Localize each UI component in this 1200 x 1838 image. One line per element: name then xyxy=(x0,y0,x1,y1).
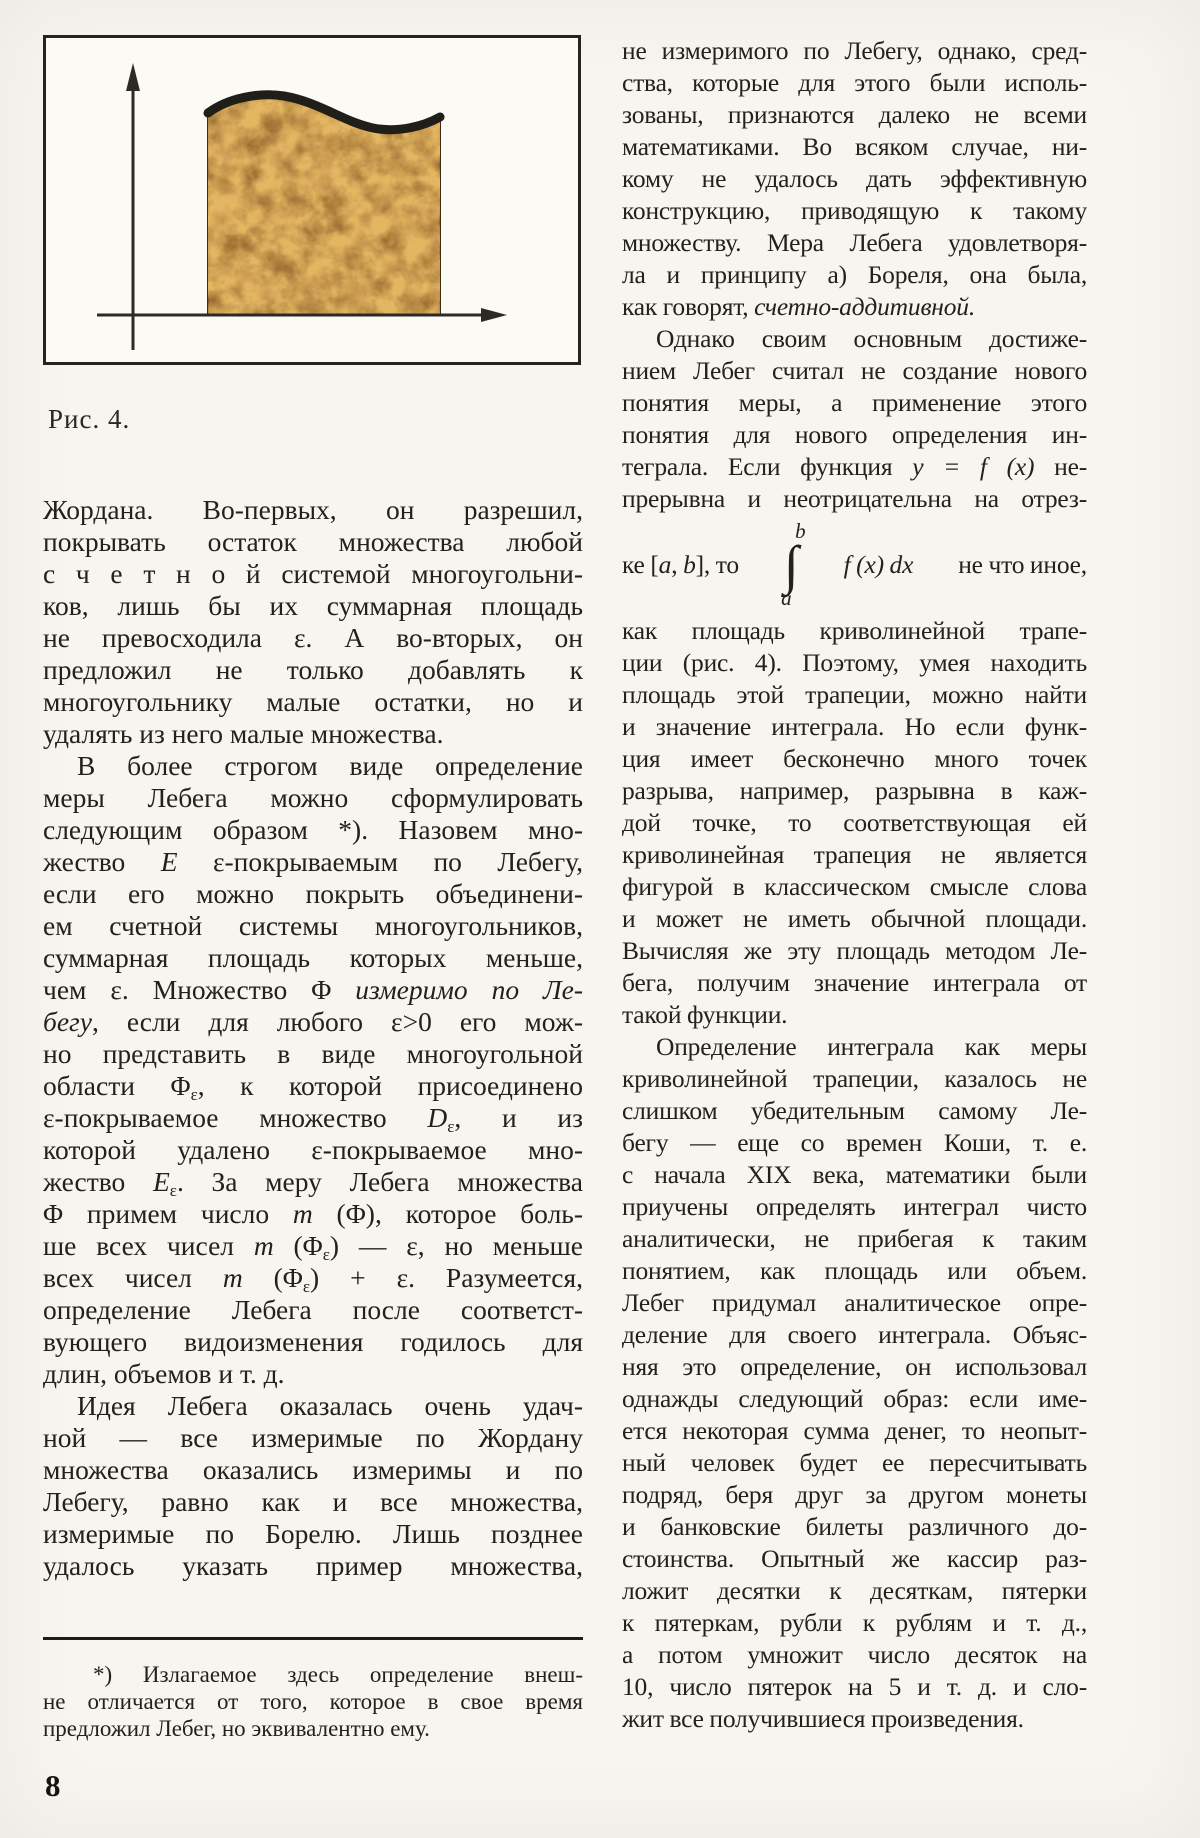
text-line: Идея Лебега оказалась очень удач- xyxy=(77,1390,583,1421)
text-line: длин, объемов и т. д. xyxy=(43,1358,285,1389)
text-line: если его можно покрыть объединени- xyxy=(43,878,583,909)
text-line: ции (рис. 4). Поэтому, умея находить xyxy=(622,648,1087,677)
text-line: площадь этой трапеции, можно найти xyxy=(622,680,1087,709)
figure-caption: Рис. 4. xyxy=(48,404,131,434)
text-line: ше всех чисел m (Φε) — ε, но меньше xyxy=(43,1230,583,1262)
text-line: слишком убедительным самому Ле- xyxy=(622,1096,1087,1125)
text-line: области Φε, к которой присоединено xyxy=(43,1070,583,1102)
text-line: деление для своего интеграла. Объяс- xyxy=(622,1320,1087,1349)
footnote-line: *) Излагаемое здесь определение внеш- xyxy=(93,1662,583,1687)
footnote xyxy=(43,1637,583,1742)
text-line: жит все получившиеся произведения. xyxy=(622,1704,1024,1733)
text-line: ла и принципу а) Бореля, она была, xyxy=(622,260,1087,289)
text-line: В более строгом виде определение xyxy=(77,750,583,781)
page-number: 8 xyxy=(45,1768,61,1803)
text-line: не превосходила ε. А во-вторых, он xyxy=(43,622,583,653)
text-line: подряд, беря друг за другом монеты xyxy=(622,1480,1087,1509)
text-line: ется некоторая сумма денег, то неопыт- xyxy=(622,1416,1087,1445)
curvilinear-trapezoid-figure xyxy=(43,35,581,365)
text-line: множеству. Мера Лебега удовлетворя- xyxy=(622,228,1087,257)
text-line: математиками. Во всяком случае, ни- xyxy=(622,132,1087,161)
text-line: меры Лебега можно сформулировать xyxy=(43,782,583,813)
text-line: бегу — еще со времен Коши, т. е. xyxy=(622,1128,1087,1157)
figure-4 xyxy=(43,35,581,365)
text-line: зованы, признаются далеко не всеми xyxy=(622,100,1087,129)
integral-sign: b ∫ a xyxy=(781,519,806,610)
text-line: ε-покрываемое множество Dε, и из xyxy=(43,1102,583,1134)
text-line: Лебег придумал аналитическое опре- xyxy=(622,1288,1087,1317)
text-line: такой функции. xyxy=(622,1000,788,1029)
text-line: покрывать остаток множества любой xyxy=(43,526,583,557)
right-text-column xyxy=(622,35,1087,1735)
text-line: кому не удалось дать эффективную xyxy=(622,164,1087,193)
text-line: прерывна и неотрицательна на отрез- xyxy=(622,484,1087,513)
text-line: не измеримого по Лебегу, однако, сред- xyxy=(622,36,1087,65)
text-line: ный человек будет ее пересчитывать xyxy=(622,1448,1087,1477)
text-line: множества оказались измеримы и по xyxy=(43,1454,583,1485)
text-line: Φ примем число m (Φ), которое боль- xyxy=(43,1198,583,1229)
text-line: измеримые по Борелю. Лишь позднее xyxy=(43,1518,583,1549)
text-line: с ч е т н о й системой многоугольни- xyxy=(43,558,583,589)
text-line: 10, число пятерок на 5 и т. д. и сло- xyxy=(622,1672,1087,1701)
text-line: Однако своим основным достиже- xyxy=(656,324,1087,353)
text-line: а потом умножит число десяток на xyxy=(622,1640,1087,1669)
text-line: ложит десятки к десяткам, пятерки xyxy=(622,1576,1087,1605)
text-line: с начала XIX века, математики были xyxy=(622,1160,1087,1189)
text-line: фигурой в классическом смысле слова xyxy=(622,872,1087,901)
text-line: вующего видоизменения годилось для xyxy=(43,1326,583,1357)
text-line: ция имеет бесконечно много точек xyxy=(622,744,1087,773)
text-line: как площадь криволинейной трапе- xyxy=(622,616,1087,645)
text-line: аналитически, не прибегая к таким xyxy=(622,1224,1087,1253)
text-line: и значение интеграла. Но если функ- xyxy=(622,712,1087,741)
text-line: приучены определять интеграл чисто xyxy=(622,1192,1087,1221)
text-line: теграла. Если функция y = f (x) не- xyxy=(622,452,1087,481)
text-line: бегу, если для любого ε>0 его мож- xyxy=(43,1006,583,1037)
text-line: разрыва, например, разрывна в каж- xyxy=(622,776,1087,805)
text-line: криволинейной трапеции, казалось не xyxy=(622,1064,1087,1093)
text-line: криволинейная трапеция не является xyxy=(622,840,1087,869)
text-line: ков, лишь бы их суммарная площадь xyxy=(43,590,583,621)
text-line: Жордана. Во-первых, он разрешил, xyxy=(43,494,583,525)
text-line: многоугольнику малые остатки, но и xyxy=(43,686,583,717)
text-line: удалять из него малые множества. xyxy=(43,718,444,749)
text-line: понятия для нового определения ин- xyxy=(622,420,1087,449)
text-line: определение Лебега после соответст- xyxy=(43,1294,583,1325)
text-line: ной — все измеримые по Жордану xyxy=(43,1422,583,1453)
left-text-column xyxy=(43,494,583,1582)
text-line: жество E ε-покрываемым по Лебегу, xyxy=(43,846,583,877)
text-line: как говорят, счетно-аддитивной. xyxy=(622,292,976,321)
text-line: ства, которые для этого были исполь- xyxy=(622,68,1087,97)
text-line: и может не иметь обычной площади. xyxy=(622,904,1087,933)
text-line: к пятеркам, рубли к рублям и т. д., xyxy=(622,1608,1087,1637)
text-line: но представить в виде многоугольной xyxy=(43,1038,583,1069)
text-line: стоинства. Опытный же кассир раз- xyxy=(622,1544,1087,1573)
text-line: и банковские билеты различного до- xyxy=(622,1512,1087,1541)
text-line: удалось указать пример множества, xyxy=(43,1550,583,1581)
text-line: Лебегу, равно как и все множества, xyxy=(43,1486,583,1517)
text-line: бега, получим значение интеграла от xyxy=(622,968,1087,997)
text-line: няя это определение, он использовал xyxy=(622,1352,1087,1381)
text-line: которой удалено ε-покрываемое мно- xyxy=(43,1134,583,1165)
text-line: нием Лебег считал не создание нового xyxy=(622,356,1087,385)
text-line: Определение интеграла как меры xyxy=(656,1032,1087,1061)
text-line: ем счетной системы многоугольников, xyxy=(43,910,583,941)
text-line: дой точке, то соответствующая ей xyxy=(622,808,1087,837)
text-line: конструкцию, приводящую к такому xyxy=(622,196,1087,225)
text-line: понятием, как площадь или объем. xyxy=(622,1256,1087,1285)
footnote-line: не отличается от того, которое в свое время xyxy=(43,1689,583,1714)
footnote-line: предложил Лебег, но эквивалентно ему. xyxy=(43,1716,430,1741)
text-line: жество Eε. За меру Лебега множества xyxy=(43,1166,583,1198)
text-line: Вычисляя же эту площадь методом Ле- xyxy=(622,936,1087,965)
text-line: предложил не только добавлять к xyxy=(43,654,583,685)
text-line: понятия меры, а применение этого xyxy=(622,388,1087,417)
text-line: следующим образом *). Назовем мно- xyxy=(43,814,583,845)
text-line: суммарная площадь которых меньше, xyxy=(43,942,583,973)
text-line: чем ε. Множество Φ измеримо по Ле- xyxy=(43,974,583,1005)
text-line: однажды следующий образ: если име- xyxy=(622,1384,1087,1413)
footnote-rule xyxy=(43,1637,583,1640)
footnote-lines xyxy=(43,1661,583,1742)
text-line: ке [a, b], то b ∫ a f (x) dx не что иное, xyxy=(622,519,1087,610)
text-line: всех чисел m (Φε) + ε. Разумеется, xyxy=(43,1262,583,1294)
